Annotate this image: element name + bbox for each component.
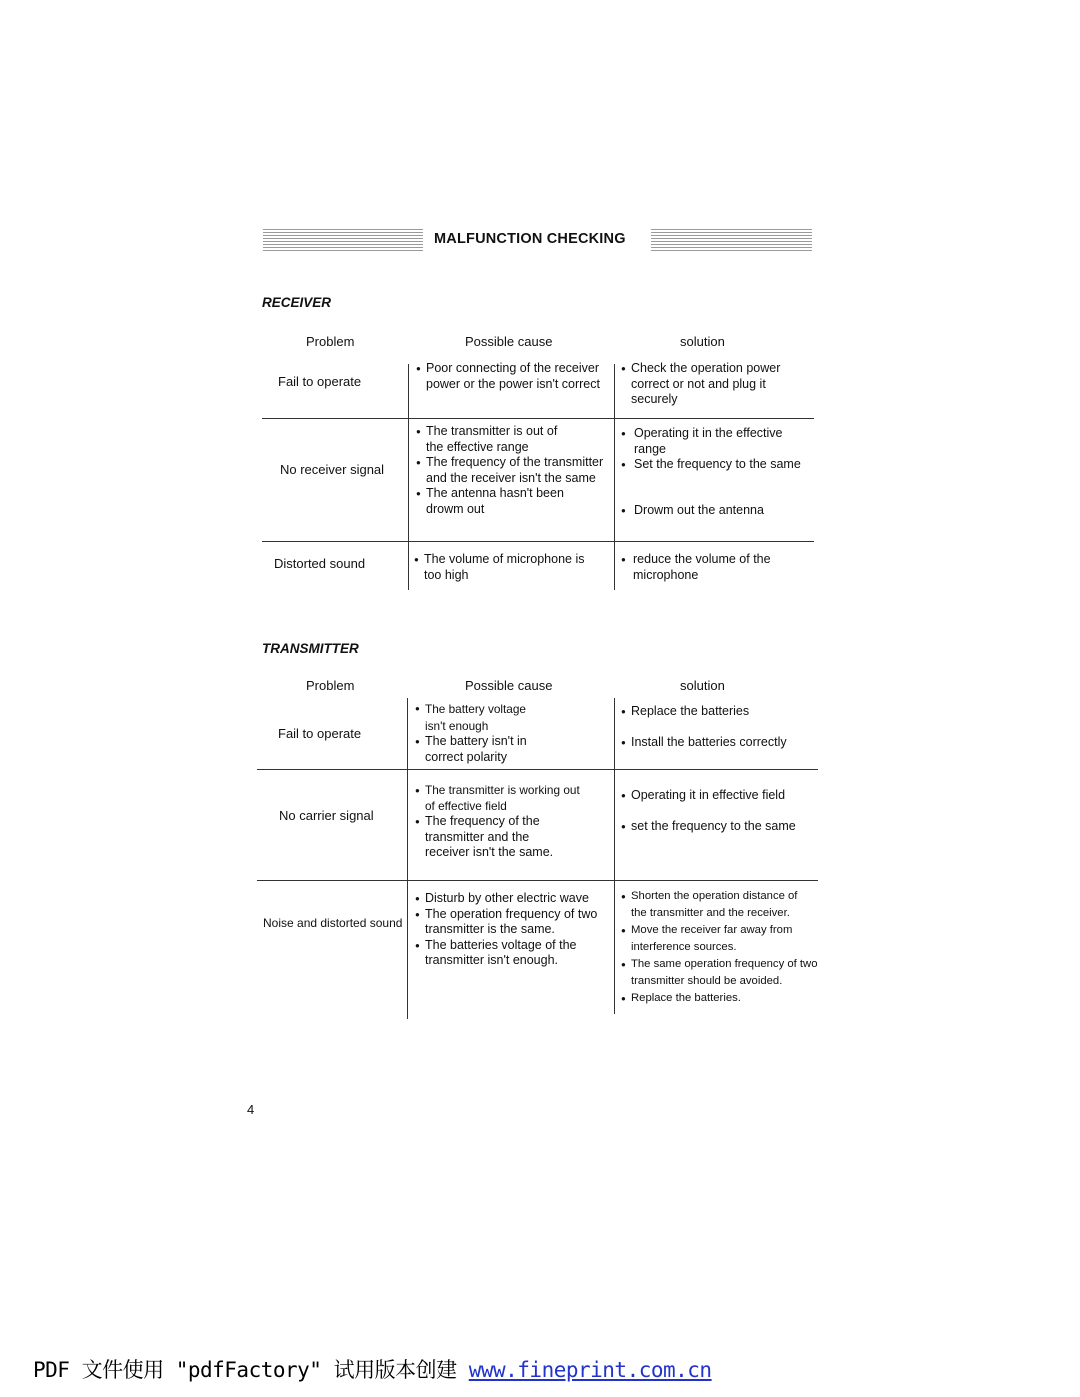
cause-item: ● The transmitter is working out of effective field — [415, 783, 585, 814]
cause-item: ● Disturb by other electric wave — [415, 891, 610, 907]
solution-cell — [621, 552, 801, 583]
cause-item: ● The batteries voltage of the transmitter isn't enough. — [415, 938, 595, 969]
problem-cell: Fail to operate — [278, 726, 362, 741]
solution-cell — [621, 704, 811, 750]
cause-cell — [416, 424, 608, 517]
solution-cell — [621, 888, 826, 1007]
solution-item: ● Install the batteries correctly — [621, 735, 811, 751]
solution-item: ● Set the frequency to the same — [621, 457, 821, 473]
section-receiver: RECEIVER — [262, 295, 332, 310]
cause-item: ● The transmitter is out of the effective range — [416, 424, 576, 455]
header-solution: solution — [680, 678, 725, 693]
table-divider — [614, 698, 615, 1014]
page-number: 4 — [247, 1102, 255, 1117]
header-cause: Possible cause — [465, 334, 553, 349]
problem-cell: No carrier signal — [279, 808, 374, 823]
solution-item: ● Shorten the operation distance of the transmitter and the receiver. — [621, 888, 809, 922]
solution-item: ● Operating it in effective field — [621, 788, 816, 804]
cause-item: ● The antenna hasn't been drowm out — [416, 486, 566, 517]
cause-item: ● The battery isn't in correct polarity — [415, 734, 550, 765]
table-divider — [262, 541, 814, 542]
cause-cell — [415, 701, 595, 765]
problem-cell: No receiver signal — [280, 462, 385, 477]
title-rule-right — [651, 229, 812, 251]
section-transmitter: TRANSMITTER — [262, 641, 359, 656]
table-divider — [262, 418, 814, 419]
solution-cell — [621, 788, 816, 834]
solution-item: ● Replace the batteries. — [621, 990, 826, 1007]
solution-item: ● set the frequency to the same — [621, 819, 816, 835]
header-cause: Possible cause — [465, 678, 553, 693]
solution-cell — [621, 361, 801, 408]
table-divider — [257, 880, 818, 881]
solution-item: ● Drowm out the antenna — [621, 503, 821, 519]
cause-cell — [415, 891, 610, 969]
cause-cell — [416, 361, 606, 392]
cause-item: ● The volume of microphone is too high — [414, 552, 592, 583]
cause-item: ● The frequency of the transmitter and the receiver isn't the same — [416, 455, 608, 486]
cause-cell — [415, 783, 585, 861]
footer-text: PDF 文件使用 "pdfFactory" 试用版本创建 — [33, 1358, 469, 1382]
problem-cell: Fail to operate — [278, 374, 362, 389]
table-divider — [257, 769, 818, 770]
header-solution: solution — [680, 334, 725, 349]
table-divider — [614, 364, 615, 590]
page-title: MALFUNCTION CHECKING — [434, 231, 626, 247]
title-rule-left — [263, 229, 423, 251]
cause-item: ● The frequency of the transmitter and the receiver isn't the same. — [415, 814, 570, 861]
solution-item: ● Replace the batteries — [621, 704, 811, 720]
solution-cell — [621, 426, 821, 518]
solution-item: ● Move the receiver far away from interference sources. — [621, 922, 809, 956]
table-divider — [408, 364, 409, 590]
header-problem: Problem — [306, 334, 355, 349]
header-problem: Problem — [306, 678, 355, 693]
footer-watermark — [33, 1354, 712, 1384]
problem-cell: Noise and distorted sound — [263, 916, 403, 930]
footer-link[interactable]: www.fineprint.com.cn — [468, 1358, 712, 1382]
cause-cell — [414, 552, 604, 583]
cause-item: ● The battery voltage isn't enough — [415, 701, 540, 734]
cause-item: ● Poor connecting of the receiver power or the power isn't correct — [416, 361, 606, 392]
solution-item: ● Check the operation power correct or not and plug it securely — [621, 361, 801, 408]
cause-item: ● The operation frequency of two transmitter is the same. — [415, 907, 610, 938]
solution-item: ● reduce the volume of the microphone — [621, 552, 783, 583]
solution-item: ● The same operation frequency of two transmitter should be avoided. — [621, 956, 826, 990]
table-divider — [407, 698, 408, 1019]
problem-cell: Distorted sound — [274, 556, 366, 571]
solution-item: ● Operating it in the effective range — [621, 426, 799, 457]
